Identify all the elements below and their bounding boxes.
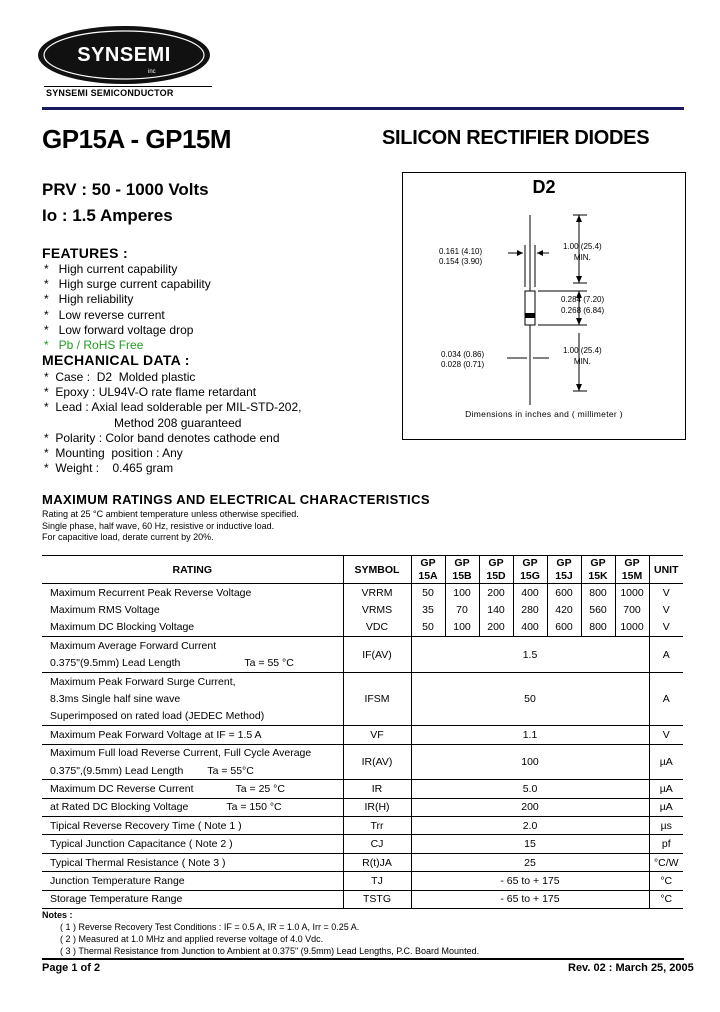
table-row: 0.375"(9.5mm) Lead Length Ta = 55 °C <box>42 655 683 673</box>
note-item: ( 3 ) Thermal Resistance from Junction to Ambient at 0.375" (9.5mm) Lead Lengths, P.C. Board Mounted. <box>60 946 480 956</box>
rating-conditions <box>42 509 299 544</box>
list-item: * Lead : Axial lead solderable per MIL-STD-202, <box>44 400 302 415</box>
prv-spec: PRV : 50 - 1000 Volts <box>42 180 209 199</box>
features-list <box>44 262 211 353</box>
note-item: ( 1 ) Reverse Recovery Test Conditions : IF = 0.5 A, IR = 1.0 A, Irr = 0.25 A. <box>60 922 360 932</box>
list-item: * Case : D2 Molded plastic <box>44 370 196 384</box>
table-row: at Rated DC Blocking Voltage Ta = 150 °C IR(H) 200 µA <box>42 798 683 816</box>
footer-divider <box>42 958 684 960</box>
table-row: Maximum Full load Reverse Current, Full Cycle Average IR(AV) 100 µA <box>42 744 683 762</box>
body-length-dim: 0.284 (7.20) 0.268 (6.84) <box>561 295 605 315</box>
table-row: Maximum Average Forward Current IF(AV) 1.5 A <box>42 637 683 655</box>
company-name: SYNSEMI SEMICONDUCTOR <box>46 88 174 98</box>
mechanical-list <box>44 370 301 476</box>
table-row: Junction Temperature Range TJ - 65 to + 175 °C <box>42 872 683 890</box>
list-item: * Epoxy : UL94V-O rate flame retardant <box>44 385 257 400</box>
package-name: D2 <box>532 177 556 197</box>
part-column-header: GP 15B <box>445 556 479 584</box>
header-divider <box>42 107 684 110</box>
package-drawing <box>402 172 686 440</box>
page-number: Page 1 of 2 <box>42 962 101 974</box>
lead-length-top-dim: 1.00 (25.4) MIN. <box>563 242 602 262</box>
dimension-caption: Dimensions in inches and ( millimeter ) <box>465 409 623 419</box>
revision: Rev. 02 : March 25, 2005 <box>568 962 694 974</box>
rohs-item: * Pb / RoHS Free <box>44 338 144 353</box>
logo-underline <box>44 86 212 87</box>
unit-column-header: UNIT <box>649 556 683 584</box>
part-column-header: GP 15A <box>411 556 445 584</box>
table-row: 8.3ms Single half sine wave <box>50 693 181 706</box>
table-row: Maximum Peak Forward Surge Current, IFSM 50 A <box>42 672 683 690</box>
table-row: Maximum Recurrent Peak Reverse Voltage VRRM 50 100 200 400 600 800 1000 V <box>42 584 683 602</box>
document-title: SILICON RECTIFIER DIODES <box>382 127 650 149</box>
company-logo <box>36 24 212 86</box>
table-row: Typical Junction Capacitance ( Note 2 ) CJ 15 pf <box>42 835 683 853</box>
list-item: * Weight : 0.465 gram <box>44 461 174 476</box>
table-row: Maximum Peak Forward Voltage at IF = 1.5 A VF 1.1 V <box>42 726 683 744</box>
condition-line: For capacitive load, derate current by 20%. <box>42 532 214 542</box>
list-item: * High surge current capability <box>44 277 211 292</box>
table-row: Maximum DC Blocking Voltage VDC 50 100 200 400 600 800 1000 V <box>42 619 683 637</box>
rating-column-header: RATING <box>42 556 343 584</box>
symbol-column-header: SYMBOL <box>343 556 411 584</box>
table-row: 0.375",(9.5mm) Lead Length Ta = 55°C <box>42 762 683 780</box>
io-spec: Io : 1.5 Amperes <box>42 206 173 225</box>
table-row: Tipical Reverse Recovery Time ( Note 1 ) Trr 2.0 µs <box>42 817 683 835</box>
features-heading: FEATURES : <box>42 245 128 261</box>
svg-text:inc: inc <box>148 69 156 75</box>
list-item: * High reliability <box>44 292 134 307</box>
diode-outline-drawing <box>403 173 685 439</box>
list-item: * Low reverse current <box>44 307 165 322</box>
part-column-header: GP 15M <box>615 556 649 584</box>
list-item: * Mounting position : Any <box>44 446 183 461</box>
part-range: GP15A - GP15M <box>42 124 232 154</box>
part-column-header: GP 15D <box>479 556 513 584</box>
table-row: Storage Temperature Range TSTG - 65 to + 175 °C <box>42 890 683 908</box>
body-diameter-dim: 0.161 (4.10) 0.154 (3.90) <box>439 247 483 266</box>
condition-line: Single phase, half wave, 60 Hz, resistive or inductive load. <box>42 520 275 531</box>
notes-heading: Notes : <box>42 910 73 920</box>
table-row: Superimposed on rated load (JEDEC Method) <box>42 708 683 726</box>
condition-line: Rating at 25 °C ambient temperature unless otherwise specified. <box>42 509 299 519</box>
mechanical-heading: MECHANICAL DATA : <box>42 352 190 368</box>
list-item: * Polarity : Color band denotes cathode end <box>44 430 280 445</box>
notes <box>42 909 479 957</box>
lead-diameter-dim: 0.034 (0.86) 0.028 (0.71) <box>441 350 485 369</box>
note-item: ( 2 ) Measured at 1.0 MHz and applied reverse voltage of 4.0 Vdc. <box>60 934 324 944</box>
table-row: Maximum DC Reverse Current Ta = 25 °C IR 5.0 µA <box>42 780 683 798</box>
part-column-header: GP 15J <box>547 556 581 584</box>
lead-length-bottom-dim: 1.00 (25.4) MIN. <box>563 346 602 366</box>
list-item: * Low forward voltage drop <box>44 322 194 337</box>
table-row: Typical Thermal Resistance ( Note 3 ) R(t)JA 25 °C/W <box>42 853 683 871</box>
list-item: * High current capability <box>44 262 178 276</box>
table-row: Maximum RMS Voltage VRMS 35 70 140 280 420 560 700 V <box>42 601 683 618</box>
svg-text:SYNSEMI: SYNSEMI <box>77 44 171 66</box>
part-column-header: GP 15G <box>513 556 547 584</box>
part-column-header: GP 15K <box>581 556 615 584</box>
list-item: Method 208 guaranteed <box>114 415 242 430</box>
ratings-heading: MAXIMUM RATINGS AND ELECTRICAL CHARACTERISTICS <box>42 492 430 507</box>
ratings-table <box>42 555 683 909</box>
